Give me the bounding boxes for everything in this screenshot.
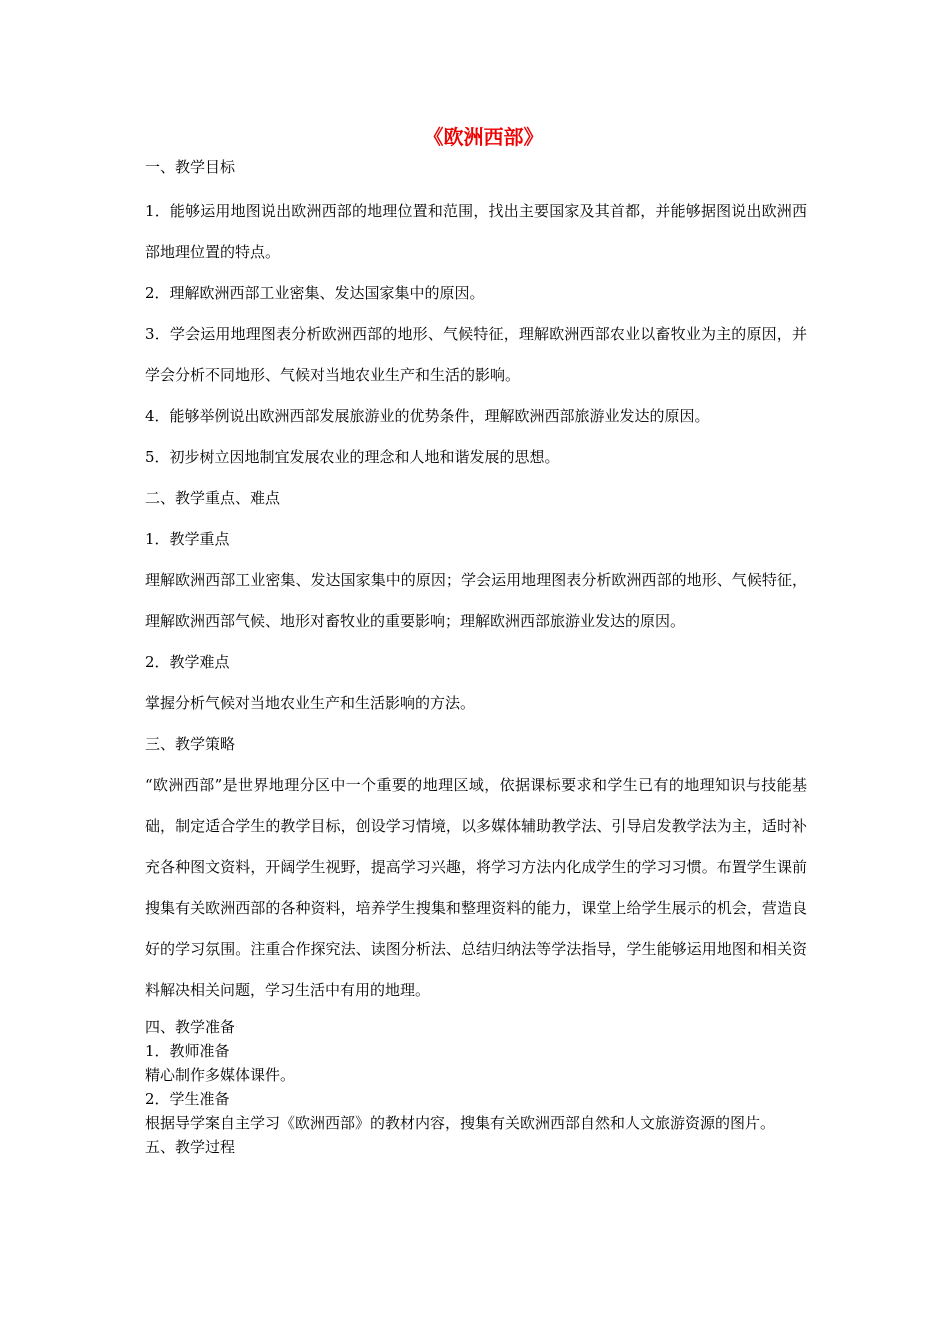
strategy-text: “欧洲西部”是世界地理分区中一个重要的地理区域，依据课标要求和学生已有的地理知识与技能基础，制定适合学生的教学目标，创设学习情境，以多媒体辅助教学法、引导启发教学法为主，适时补充各种图文资料，开阔学生视野，提高学习兴趣，将学习方法内化成学生的学习习惯。布置学生课前搜集有关欧洲西部的各种资料，培养学生搜集和整理资料的能力，课堂上给学生展示的机会，营造良好的学习氛围。注重合作探究法、读图分析法、总结归纳法等学法指导，学生能够运用地图和相关资料解决相关问题，学习生活中有用的地理。: [145, 776, 807, 999]
section-heading-process: 五、教学过程: [145, 1138, 236, 1156]
objective-item-5: 5．初步树立因地制宜发展农业的理念和人地和谐发展的思想。: [145, 448, 560, 466]
document-title: 《欧洲西部》: [423, 125, 544, 149]
objective-item-2: 2．理解欧洲西部工业密集、发达国家集中的原因。: [145, 284, 485, 302]
section-heading-strategy: 三、教学策略: [145, 735, 236, 753]
section-heading-preparation: 四、教学准备: [145, 1018, 236, 1036]
teacher-prep-text: 精心制作多媒体课件。: [145, 1066, 296, 1084]
subheading-difficulty: 2．教学难点: [145, 653, 230, 671]
section-heading-key-points: 二、教学重点、难点: [145, 489, 281, 507]
subheading-key-point: 1．教学重点: [145, 530, 230, 548]
difficulty-text: 掌握分析气候对当地农业生产和生活影响的方法。: [145, 694, 476, 712]
subheading-student-prep: 2．学生准备: [145, 1090, 230, 1108]
objective-item-1: 1．能够运用地图说出欧洲西部的地理位置和范围，找出主要国家及其首都，并能够据图说出欧洲西部地理位置的特点。: [145, 202, 807, 261]
document-body: [145, 120, 807, 1159]
objective-item-4: 4．能够举例说出欧洲西部发展旅游业的优势条件，理解欧洲西部旅游业发达的原因。: [145, 407, 710, 425]
subheading-teacher-prep: 1．教师准备: [145, 1042, 230, 1060]
student-prep-text: 根据导学案自主学习《欧洲西部》的教材内容，搜集有关欧洲西部自然和人文旅游资源的图片。: [145, 1114, 776, 1132]
section-heading-objectives: 一、教学目标: [145, 158, 236, 176]
key-point-text: 理解欧洲西部工业密集、发达国家集中的原因；学会运用地理图表分析欧洲西部的地形、气候特征，理解欧洲西部气候、地形对畜牧业的重要影响；理解欧洲西部旅游业发达的原因。: [145, 571, 807, 630]
objective-item-3: 3．学会运用地理图表分析欧洲西部的地形、气候特征，理解欧洲西部农业以畜牧业为主的原因，并学会分析不同地形、气候对当地农业生产和生活的影响。: [145, 325, 807, 384]
